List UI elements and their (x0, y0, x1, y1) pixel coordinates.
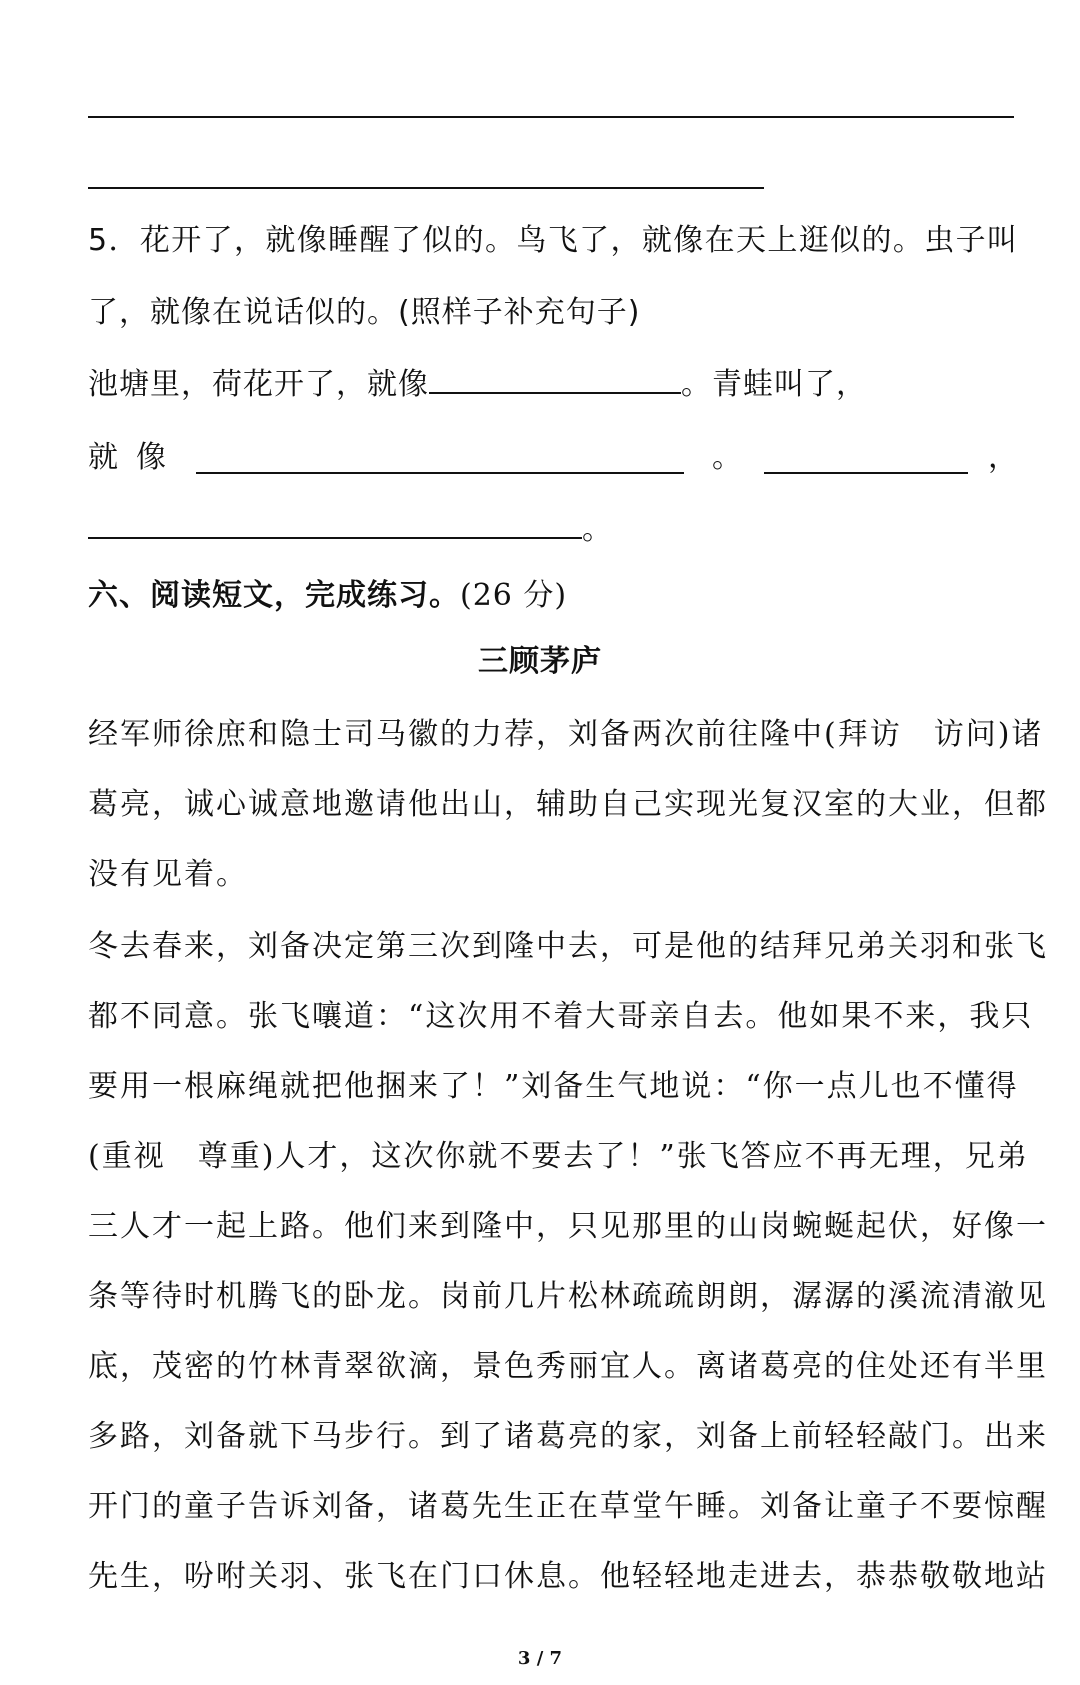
passage-line: 都不同意。张飞嚷道：“这次用不着大哥亲自去。他如果不来，我只 (88, 999, 1034, 1034)
question-5-line-5 (88, 500, 1018, 560)
question-5-text: 5．花开了，就像睡醒了似的。鸟飞了，就像在天上逛似的。虫子叫 (88, 223, 1018, 258)
section-heading-text: 六、阅读短文，完成练习。 (88, 578, 460, 613)
question-5-instruction: 了，就像在说话似的。(照样子补充句子) (88, 295, 641, 330)
passage-line: 底，茂密的竹林青翠欲滴，景色秀丽宜人。离诸葛亮的住处还有半里 (88, 1349, 1048, 1384)
section-points: (26 分) (460, 578, 568, 613)
passage-line: 多路，刘备就下马步行。到了诸葛亮的家，刘备上前轻轻敲门。出来 (88, 1419, 1048, 1454)
passage-line: 三人才一起上路。他们来到隆中，只见那里的山岗蜿蜒起伏，好像一 (88, 1209, 1048, 1244)
passage-line: 开门的童子告诉刘备，诸葛先生正在草堂午睡。刘备让童子不要惊醒 (88, 1489, 1048, 1524)
answer-line (88, 116, 1014, 118)
question-5-line-4 (88, 428, 1018, 488)
fill-prompt: 。 (582, 512, 613, 547)
passage-line: 要用一根麻绳就把他捆来了！”刘备生气地说：“你一点儿也不懂得 (88, 1069, 1019, 1104)
fill-blank[interactable] (764, 436, 968, 474)
fill-prompt: 。 (712, 440, 743, 475)
passage-line: 冬去春来，刘备决定第三次到隆中去，可是他的结拜兄弟关羽和张飞 (88, 929, 1048, 964)
passage-line: 经军师徐庶和隐士司马徽的力荐，刘备两次前往隆中(拜访 访问)诸 (88, 717, 1044, 752)
fill-prompt: 。青蛙叫了， (681, 367, 867, 402)
question-5-line-3 (88, 355, 1018, 415)
question-5-line-1 (88, 211, 1018, 271)
section-6-heading (88, 566, 1018, 626)
fill-prompt: 像 (136, 440, 167, 475)
passage-paragraph-1 (88, 700, 1048, 910)
passage-line: 条等待时机腾飞的卧龙。岗前几片松林疏疏朗朗，潺潺的溪流清澈见 (88, 1279, 1048, 1314)
page-number: 3 / 7 (517, 1648, 563, 1669)
passage-line: 没有见着。 (88, 857, 248, 892)
fill-prompt: 就 (88, 440, 119, 475)
fill-blank[interactable] (196, 436, 684, 474)
passage-paragraph-2 (88, 912, 1048, 1612)
fill-blank[interactable] (88, 501, 582, 539)
fill-blank[interactable] (429, 356, 681, 394)
passage-title: 三顾茅庐 (478, 644, 602, 679)
passage-line: 葛亮，诚心诚意地邀请他出山，辅助自己实现光复汉室的大业，但都 (88, 787, 1048, 822)
passage-line: (重视 尊重)人才，这次你就不要去了！”张飞答应不再无理，兄弟 (88, 1139, 1029, 1174)
answer-line (88, 187, 764, 189)
passage-line: 先生，吩咐关羽、张飞在门口休息。他轻轻地走进去，恭恭敬敬地站 (88, 1559, 1048, 1594)
fill-prompt: ， (988, 440, 1019, 475)
fill-prompt: 池塘里，荷花开了，就像 (88, 367, 429, 402)
question-5-line-2 (88, 283, 1018, 343)
